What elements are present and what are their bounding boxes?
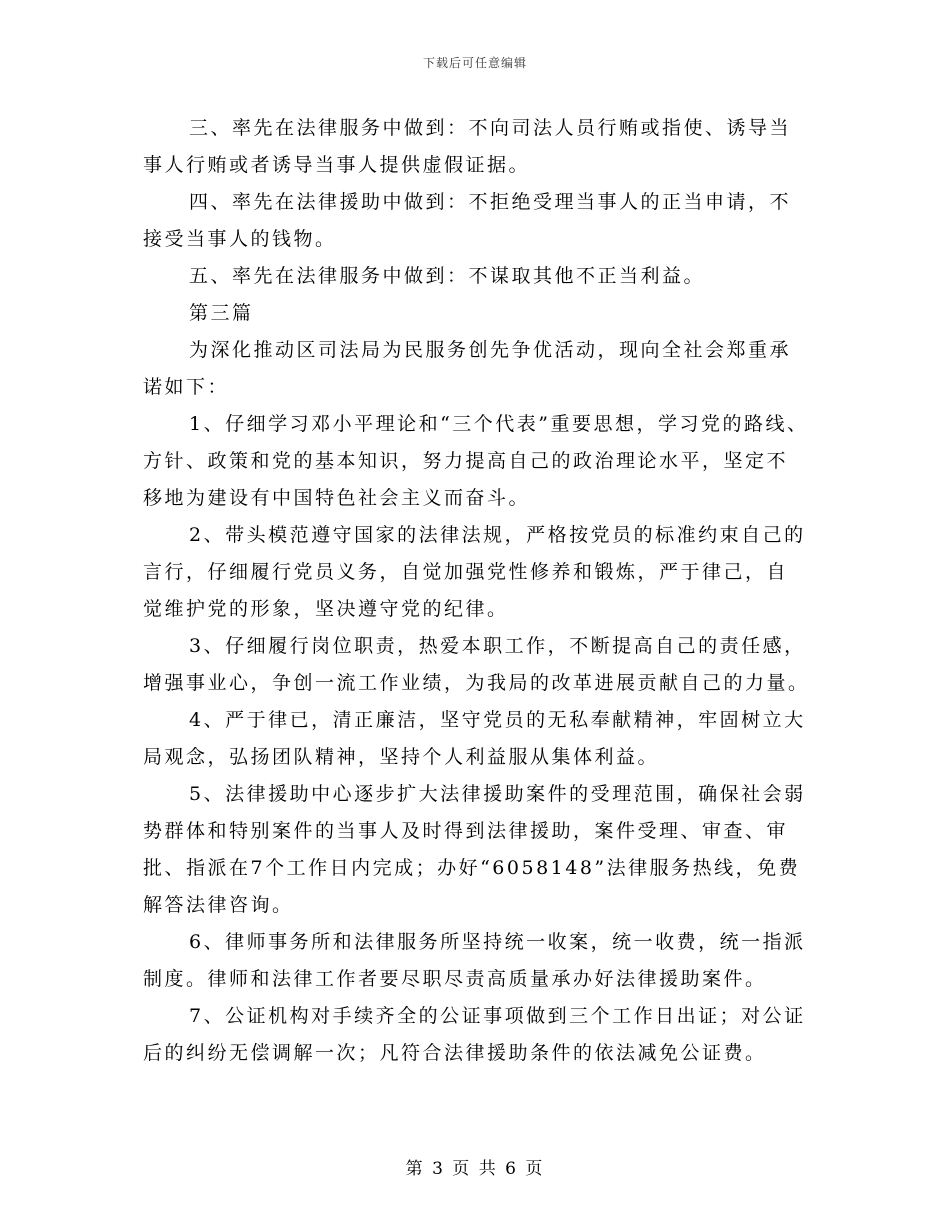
paragraph-line: 三、率先在法律服务中做到：不向司法人员行贿或指使、诱导当 <box>189 117 792 139</box>
paragraph-intro <box>143 332 823 406</box>
paragraph-item-6 <box>143 924 823 998</box>
paragraph-line: 2、带头模范遵守国家的法律法规，严格按党员的标准约束自己的 <box>189 524 806 546</box>
paragraph-line: 解答法律咨询。 <box>143 894 294 916</box>
paragraph-line: 制度。律师和法律工作者要尽职尽责高质量承办好法律援助案件。 <box>143 968 767 990</box>
paragraph-line: 批、指派在7个工作日内完成；办好“6058148”法律服务热线，免费 <box>143 857 801 879</box>
paragraph-line: 事人行贿或者诱导当事人提供虚假证据。 <box>143 154 531 176</box>
paragraph-line: 四、率先在法律援助中做到：不拒绝受理当事人的正当申请，不 <box>189 191 792 213</box>
paragraph-line: 诺如下： <box>143 376 230 398</box>
paragraph-line: 方针、政策和党的基本知识，努力提高自己的政治理论水平，坚定不 <box>143 450 789 472</box>
paragraph-line: 3、仔细履行岗位职责，热爱本职工作，不断提高自己的责任感， <box>189 635 806 657</box>
paragraph-line: 1、仔细学习邓小平理论和“三个代表”重要思想，学习党的路线、 <box>189 413 809 435</box>
paragraph-line: 接受当事人的钱物。 <box>143 228 337 250</box>
paragraph-item-7 <box>143 998 823 1072</box>
paragraph-item-5 <box>143 776 823 924</box>
section-title: 第三篇 <box>189 302 254 324</box>
paragraph-line: 6、律师事务所和法律服务所坚持统一收案，统一收费，统一指派 <box>189 931 806 953</box>
paragraph-line: 言行，仔细履行党员义务，自觉加强党性修养和锻炼，严于律己，自 <box>143 561 789 583</box>
paragraph-line: 7、公证机构对手续齐全的公证事项做到三个工作日出证；对公证 <box>189 1005 806 1027</box>
paragraph-line: 4、严于律已，清正廉洁，坚守党员的无私奉献精神，牢固树立大 <box>189 709 806 731</box>
paragraph-line: 势群体和特别案件的当事人及时得到法律援助，案件受理、审查、审 <box>143 820 789 842</box>
page-number: 第 3 页 共 6 页 <box>405 1159 545 1179</box>
paragraph-item-4 <box>143 702 823 776</box>
section-heading <box>143 295 823 332</box>
paragraph-1 <box>143 110 823 184</box>
paragraph-line: 为深化推动区司法局为民服务创先争优活动，现向全社会郑重承 <box>189 339 792 361</box>
paragraph-2 <box>143 184 823 258</box>
paragraph-3 <box>143 258 823 295</box>
page-header: 下载后可任意编辑 <box>422 56 527 70</box>
paragraph-line: 觉维护党的形象，坚决遵守党的纪律。 <box>143 598 509 620</box>
paragraph-item-3 <box>143 628 823 702</box>
paragraph-line: 后的纠纷无偿调解一次；凡符合法律援助条件的依法减免公证费。 <box>143 1042 767 1064</box>
paragraph-line: 5、法律援助中心逐步扩大法律援助案件的受理范围，确保社会弱 <box>189 783 806 805</box>
paragraph-item-2 <box>143 517 823 628</box>
paragraph-line: 增强事业心，争创一流工作业绩，为我局的改革进展贡献自己的力量。 <box>143 672 810 694</box>
paragraph-item-1 <box>143 406 823 517</box>
document-body <box>143 110 823 1072</box>
paragraph-line: 局观念，弘扬团队精神，坚持个人利益服从集体利益。 <box>143 746 660 768</box>
paragraph-line: 五、率先在法律服务中做到：不谋取其他不正当利益。 <box>189 265 706 287</box>
paragraph-line: 移地为建设有中国特色社会主义而奋斗。 <box>143 487 531 509</box>
